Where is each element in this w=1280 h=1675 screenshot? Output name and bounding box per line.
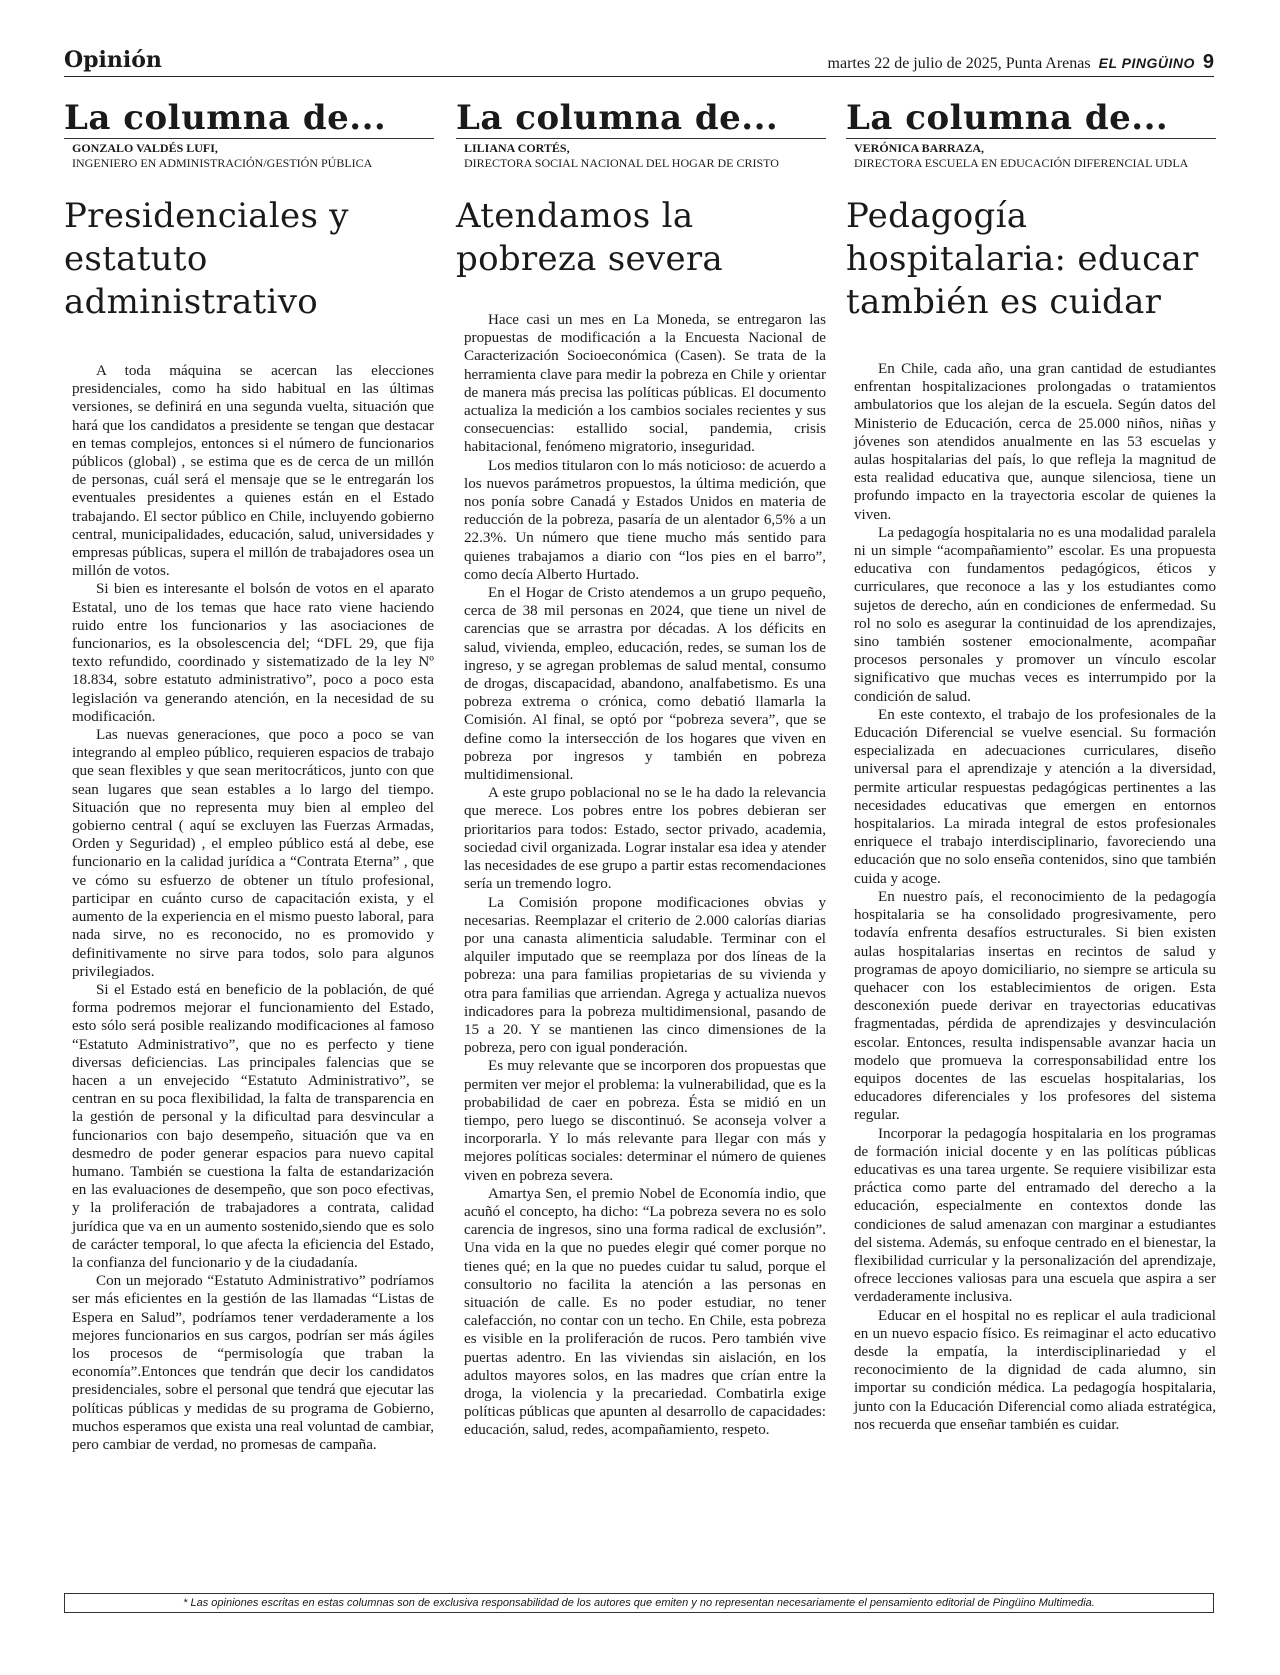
paragraph: Los medios titularon con lo más noticioso: de acuerdo a los nuevos parámetros propuestos, la última medición, que nos ponía sobre Canadá y Estados Unidos en materia de reducción de la pobreza, pasaría de un alentador 6,5% a un 22.3%. Un número que tiene mucho más sentido para quienes trabajamos a diario con “los pies en el barro”, como decía Alberto Hurtado. bbox=[464, 457, 826, 583]
page-number: 9 bbox=[1202, 51, 1214, 73]
paragraph: En el Hogar de Cristo atendemos a un grupo pequeño, cerca de 38 mil personas en 2024, que tiene un nivel de carencias que se arrastra por décadas. A los déficits en salud, vivienda, empleo, educación, redes, se suman los de ingreso, y se agregan problemas de salud mental, consumo de drogas, discapacidad, abandono, analfabetismo. Es una pobreza extrema o crónica, como debatió llamarla la Comisión. Al final, se optó por “pobreza severa”, que se define como la intersección de los hogares que viven en pobreza por ingresos y también en pobreza multidimensional. bbox=[464, 585, 826, 784]
article-body bbox=[64, 362, 434, 1454]
author-name: VERÓNICA BARRAZA, bbox=[854, 141, 985, 155]
article-body bbox=[456, 311, 826, 1440]
paragraph: En este contexto, el trabajo de los profesionales de la Educación Diferencial se vuelve esencial. Su formación especializada en adecuaciones curriculares, diseño universal para el aprendizaje y atención a la diversidad, permite articular respuestas pedagógicas pertinentes a las necesidades educativas que emergen en entornos hospitalarios. La mirada integral de estos profesionales enriquece el trabajo interdisciplinario, favoreciendo una educación que no solo enseña contenidos, sino que también cuida y acoge. bbox=[854, 706, 1216, 887]
author-byline bbox=[456, 141, 826, 171]
author-byline bbox=[846, 141, 1216, 171]
column-rule bbox=[456, 138, 826, 139]
author-byline bbox=[64, 141, 434, 171]
article-headline: Presidenciales y estatuto administrativo bbox=[64, 196, 349, 322]
paragraph: La Comisión propone modificaciones obvias y necesarias. Reemplazar el criterio de 2.000 calorías diarias por una canasta alimenticia saludable. Terminar con el alquiler imputado que se reemplaza por dos líneas de la pobreza: una para familias propietarias de su vivienda y otra para familias que arriendan. Agrega y actualiza nuevos indicadores para la pobreza multidimensional, pasando de 15 a 20. Y se mantienen las cinco dimensiones de la pobreza, pero con igual ponderación. bbox=[464, 894, 826, 1057]
article-headline: Atendamos la pobreza severa bbox=[456, 196, 723, 279]
column-kicker: La columna de... bbox=[846, 98, 1169, 138]
column-rule bbox=[846, 138, 1216, 139]
paragraph: La pedagogía hospitalaria no es una modalidad paralela ni un simple “acompañamiento” escolar. Es una propuesta educativa con fundamentos pedagógicos, éticos y curriculares, que reconoce a las y los estudiantes como sujetos de derecho, aún en condiciones de enfermedad. Su rol no solo es asegurar la continuidad de los aprendizajes, sino también sostener emocionalmente, acompañar procesos personales y promover un vínculo escolar significativo que muchas veces es interrumpido por la condición de salud. bbox=[854, 524, 1216, 705]
paragraph: Educar en el hospital no es replicar el aula tradicional en un nuevo espacio físico. Es reimaginar el acto educativo desde la empatía, la interdisciplinariedad y el reconocimiento de la dignidad de cada alumno, sin importar su condición médica. La pedagogía hospitalaria, junto con la Educación Diferencial como aliada estratégica, nos recuerda que enseñar también es cuidar. bbox=[854, 1307, 1216, 1433]
author-title: DIRECTORA SOCIAL NACIONAL DEL HOGAR DE CRISTO bbox=[464, 156, 779, 170]
column-kicker: La columna de... bbox=[456, 98, 779, 138]
disclaimer-footer: * Las opiniones escritas en estas columnas son de exclusiva responsabilidad de los autores que emiten y no representan necesariamente el pensamiento editorial de Pingüino Multimedia. bbox=[64, 1593, 1214, 1613]
paragraph: Si bien es interesante el bolsón de votos en el aparato Estatal, uno de los temas que hace rato viene haciendo ruido entre los funcionarios y las asociaciones de funcionarios, es la obsolescencia del; “DFL 29, que fija texto refundido, coordinado y sistematizado de la ley Nº 18.834, sobre estatuto administrativo”, poco a poco esta legislación va generando atención, en la necesidad de su modificación. bbox=[72, 581, 434, 725]
column-kicker: La columna de... bbox=[64, 98, 387, 138]
header-meta bbox=[828, 51, 1214, 74]
paragraph: Hace casi un mes en La Moneda, se entregaron las propuestas de modificación a la Encuesta Nacional de Caracterización Socioeconómica (Casen). Se trata de la herramienta clave para medir la pobreza en Chile y orientar de manera más precisa las políticas públicas. El documento actualiza la medición a los cambios sociales recientes y sus consecuencias: estallido social, pandemia, crisis habitacional, fenómeno migratorio, inseguridad. bbox=[464, 312, 826, 456]
paragraph: A toda máquina se acercan las elecciones presidenciales, como ha sido habitual en las últimas versiones, se definirá en una segunda vuelta, situación que hará que los candidatos a presidente se tengan que destacar en temas complejos, entonces si el número de funcionarios públicos (global) , se estima que es de cerca de un millón de personas, cuál será el mensaje que se le entregarán los eventuales presidentes a quienes están en el Estado trabajando. El sector público en Chile, incluyendo gobierno central, municipalidades, educación, salud, universidades y empresas públicas, supera el millón de trabajadores osea un millón de votos. bbox=[72, 363, 434, 580]
opinion-column-2 bbox=[456, 98, 826, 1440]
author-name: GONZALO VALDÉS LUFI, bbox=[72, 141, 218, 155]
publication-date: martes 22 de julio de 2025, Punta Arenas bbox=[827, 55, 1091, 72]
paragraph: Las nuevas generaciones, que poco a poco se van integrando al empleo público, requieren espacios de trabajo que sean flexibles y que sean meritocráticos, junto con que sean lugares que sean estables a lo largo del tiempo. Situación que no representa muy bien al empleo del gobierno central ( aquí se excluyen las Fuerzas Armadas, Orden y Seguridad) , el empleo público está al debe, ese funcionario en la calidad jurídica a “Contrata Eterna” , que ve cómo su esfuerzo de obtener un título profesional, participar en cuánto curso de capacitación exista, y el aumento de la experiencia en el mismo puesto laboral, para nada sirve, no es reconocido, no es promovido y definitivamente no sirve para todos, solo para algunos privilegiados. bbox=[72, 727, 434, 980]
paragraph: Amartya Sen, el premio Nobel de Economía indio, que acuñó el concepto, ha dicho: “La pobreza severa no es solo carencia de ingresos, sino una forma radical de exclusión”. Una vida en la que no puedes elegir qué comer porque no tienes qué; en la que no puedes cuidar tu salud, porque el consultorio no facilita la atención a las personas en situación de calle. Es no poder estudiar, no tener calefacción, no contar con un techo. En Chile, esta pobreza es visible en la proliferación de rucos. Pero también vive puertas adentro. En las viviendas sin aislación, en los adultos mayores solos, en las madres que crían entre la droga, la violencia y la precariedad. Combatirla exige políticas públicas que apunten al desarrollo de capacidades: educación, salud, redes, acompañamiento, respeto. bbox=[464, 1185, 826, 1439]
author-title: INGENIERO EN ADMINISTRACIÓN/GESTIÓN PÚBLICA bbox=[72, 156, 373, 170]
section-title: Opinión bbox=[64, 47, 162, 73]
paragraph: A este grupo poblacional no se le ha dado la relevancia que merece. Los pobres entre los pobres debieran ser prioritarios para todos: Estado, sector privado, academia, sociedad civil organizada. Lograr instalar esa idea y atender las necesidades de ese grupo a partir estas recomendaciones sería un tremendo logro. bbox=[464, 785, 826, 893]
author-name: LILIANA CORTÉS, bbox=[464, 141, 570, 155]
article-body bbox=[846, 360, 1216, 1434]
newspaper-logo: EL PINGÜINO bbox=[1098, 55, 1195, 71]
opinion-column-1 bbox=[64, 98, 434, 1454]
paragraph: Si el Estado está en beneficio de la población, de qué forma podremos mejorar el funcionamiento del Estado, esto sólo será posible realizando modificaciones al famoso “Estatuto Administrativo”, que no es perfecto y tiene diversas deficiencias. Las principales falencias que se hacen a un envejecido “Estatuto Administrativo”, se centran en su poca flexibilidad, la falta de transparencia en la gestión de personal y la dificultad para desvincular a funcionarios con bajo desempeño, situación que va en desmedro de poder generar espacios para nuevo capital humano. También se cuestiona la falta de estandarización en las evaluaciones de desempeño, que son poco efectivas, y la proliferación de trabajadores a contrata, calidad jurídica que va en un aumento sostenido,siendo que es solo de carácter temporal, lo que afecta la eficiencia del Estado, la confianza del funcionario y de la ciudadanía. bbox=[72, 981, 434, 1271]
column-rule bbox=[64, 138, 434, 139]
page-header bbox=[64, 47, 1214, 77]
paragraph: Incorporar la pedagogía hospitalaria en los programas de formación inicial docente y en las políticas públicas educativas es una tarea urgente. Se requiere visibilizar esta práctica como parte del entramado del derecho a la educación, especialmente en contextos donde las condiciones de salud amenazan con marginar a estudiantes del sistema. Además, su enfoque centrado en el bienestar, la flexibilidad curricular y la personalización del aprendizaje, ofrece lecciones valiosas para una escuela que aspira a ser verdaderamente inclusiva. bbox=[854, 1125, 1216, 1306]
paragraph: Es muy relevante que se incorporen dos propuestas que permiten ver mejor el problema: la vulnerabilidad, que es la probabilidad de caer en pobreza. Ésta se midió en un tiempo, pero luego se discontinuó. Se aconseja volver a incorporarla. Y lo más relevante para llegar con más y mejores políticas sociales: determinar el número de quienes viven en pobreza severa. bbox=[464, 1058, 826, 1184]
author-title: DIRECTORA ESCUELA EN EDUCACIÓN DIFERENCIAL UDLA bbox=[854, 156, 1189, 170]
paragraph: En Chile, cada año, una gran cantidad de estudiantes enfrentan hospitalizaciones prolongadas o tratamientos ambulatorios que los alejan de la escuela. Según datos del Ministerio de Educación, cerca de 25.000 niños, niñas y jóvenes son atendidos anualmente en las 53 escuelas y aulas hospitalarias del país, lo que refleja la magnitud de esta realidad educativa que, aunque silenciosa, tiene un profundo impacto en la trayectoria escolar de quienes la viven. bbox=[854, 361, 1216, 523]
article-headline: Pedagogía hospitalaria: educar también es cuidar bbox=[846, 196, 1199, 322]
opinion-column-3 bbox=[846, 98, 1216, 1434]
paragraph: En nuestro país, el reconocimiento de la pedagogía hospitalaria se ha consolidado progresivamente, pero todavía enfrenta desafíos estructurales. Si bien existen aulas hospitalarias insertas en recintos de salud y programas de apoyo domiciliario, no siempre se articula su quehacer con los establecimientos de origen. Esta desconexión puede derivar en trayectorias educativas fragmentadas, pérdida de aprendizajes y desvinculación escolar. Entonces, resulta indispensable avanzar hacia un modelo que promueva la corresponsabilidad entre los equipos docentes de las escuelas hospitalarias, los educadores diferenciales y los profesores del sistema regular. bbox=[854, 888, 1216, 1124]
paragraph: Con un mejorado “Estatuto Administrativo” podríamos ser más eficientes en la gestión de las llamadas “Listas de Espera en Salud”, podríamos tener verdaderamente a los mejores funcionarios en sus cargos, podrían ser más ágiles los procesos de “permisología que traban la economía”.Entonces que tendrán que decir los candidatos presidenciales, sobre el personal que tendrá que ejecutar las políticas públicas y medidas de su programa de Gobierno, muchos esperamos que exista una real voluntad de cambiar, pero cambiar de verdad, no promesas de campaña. bbox=[72, 1273, 434, 1453]
